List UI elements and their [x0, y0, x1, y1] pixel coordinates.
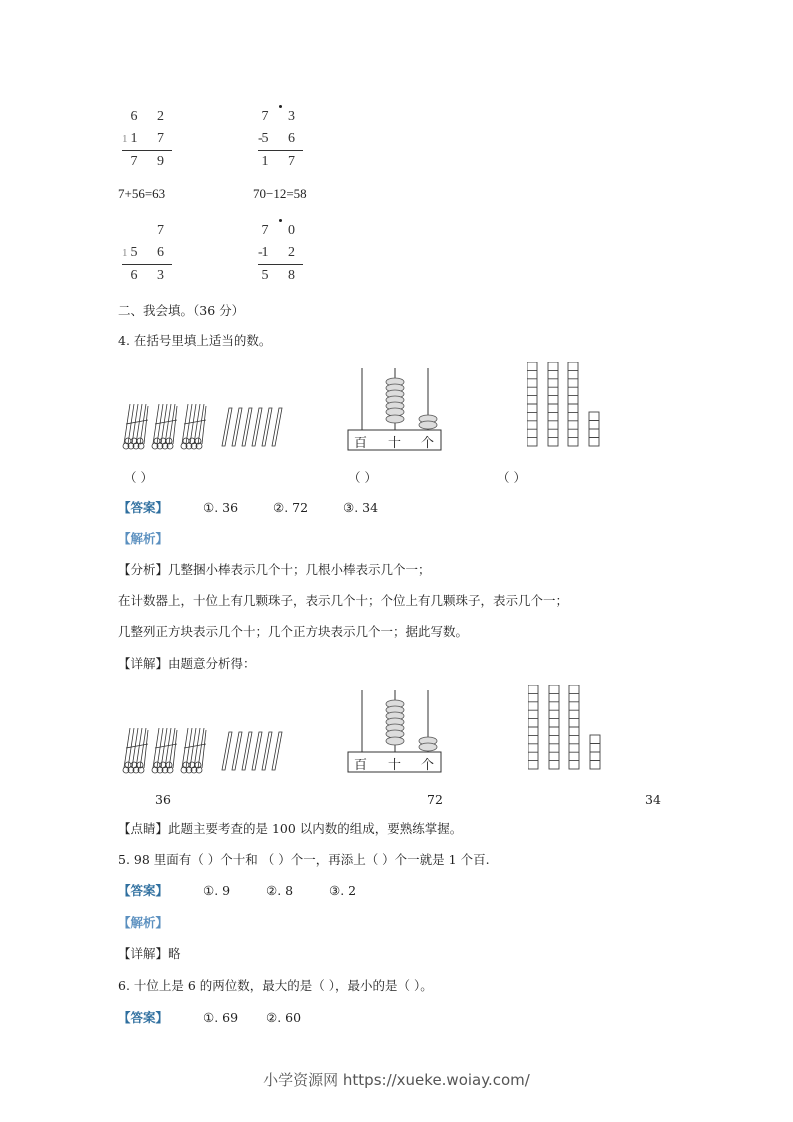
analysis-label: 【解析】 — [118, 531, 169, 546]
answer-3: ③. 34 — [343, 500, 379, 515]
answer-3: ③. 2 — [329, 883, 357, 898]
stick-bundles-figure-solution — [118, 724, 288, 776]
calc-top: 7 3 — [261, 109, 303, 124]
calc-mid: 5 6 — [261, 131, 303, 146]
answer-2: ②. 8 — [266, 883, 294, 898]
calc-result: 5 8 — [258, 264, 303, 287]
answer-1: ①. 69 — [203, 1010, 239, 1025]
stick-bundles-figure — [118, 400, 288, 452]
analysis-line-2: 在计数器上，十位上有几颗珠子，表示几个十；个位上有几颗珠子，表示几个一； — [118, 593, 569, 608]
answer-1: ①. 36 — [203, 500, 239, 515]
q6-question: 6. 十位上是 6 的两位数，最大的是（ ），最小的是（ ）。 — [118, 978, 433, 993]
vertical-calc-4 — [258, 220, 303, 287]
value-34: 34 — [645, 792, 661, 807]
detail-text: 【详解】由题意分析得： — [118, 656, 256, 671]
q5-question: 5. 98 里面有（ ）个十和 （ ）个一，再添上（ ）个一就是 1 个百. — [118, 852, 490, 867]
value-72: 72 — [427, 792, 443, 807]
footer-watermark[interactable]: 小学资源网 https://xueke.woiay.com/ — [263, 1071, 530, 1089]
vertical-calc-2 — [258, 106, 303, 173]
section-title: 二、我会填。（36 分） — [118, 303, 245, 318]
calc-top: 7 0 — [261, 223, 303, 238]
analysis-label: 【解析】 — [118, 915, 169, 930]
answer-label: 【答案】 — [118, 1010, 169, 1025]
analysis-line-3: 几整列正方块表示几个十；几个正方块表示几个一；据此写数。 — [118, 624, 469, 639]
abacus-label-ones: 个 — [421, 758, 435, 773]
answer-blank-3[interactable]: （ ） — [497, 470, 526, 485]
minus-sign: - — [258, 131, 263, 146]
calc-result: 1 7 — [258, 150, 303, 173]
vertical-calc-1 — [122, 106, 172, 173]
analysis-text: 【分析】几整捆小棒表示几个十；几根小棒表示几个一； — [118, 562, 431, 577]
calc-top: 6 2 — [130, 109, 172, 124]
plus-sign: 1 — [122, 133, 128, 145]
vertical-calc-3 — [122, 220, 172, 287]
detail-text: 【详解】略 — [118, 946, 181, 961]
answer-2: ②. 60 — [266, 1010, 302, 1025]
abacus-label-hundreds: 百 — [354, 436, 368, 451]
calc-result: 6 3 — [122, 264, 172, 287]
equation-right: 70−12=58 — [253, 186, 307, 201]
calc-mid: 5 6 — [130, 245, 172, 260]
plus-sign: 1 — [122, 247, 128, 259]
answer-blank-2[interactable]: （ ） — [348, 470, 377, 485]
minus-sign: - — [258, 245, 263, 260]
abacus-label-tens: 十 — [388, 758, 402, 773]
abacus-label-hundreds: 百 — [354, 758, 368, 773]
key-point-text: 【点睛】此题主要考查的是 100 以内数的组成，要熟练掌握。 — [118, 821, 463, 836]
calc-mid: 1 7 — [130, 131, 172, 146]
calc-top: 7 — [157, 223, 172, 238]
calc-mid: 1 2 — [261, 245, 303, 260]
base-ten-blocks-figure — [527, 362, 607, 448]
base-ten-blocks-figure-solution — [528, 685, 608, 771]
equation-left: 7+56=63 — [118, 186, 166, 201]
answer-label: 【答案】 — [118, 500, 169, 515]
calc-result: 7 9 — [122, 150, 172, 173]
answer-blank-1[interactable]: （ ） — [124, 470, 153, 485]
q4-question: 4. 在括号里填上适当的数。 — [118, 333, 272, 348]
value-36: 36 — [155, 792, 171, 807]
answer-2: ②. 72 — [273, 500, 309, 515]
answer-label: 【答案】 — [118, 883, 169, 898]
abacus-label-tens: 十 — [388, 436, 402, 451]
abacus-label-ones: 个 — [421, 436, 435, 451]
answer-1: ①. 9 — [203, 883, 231, 898]
